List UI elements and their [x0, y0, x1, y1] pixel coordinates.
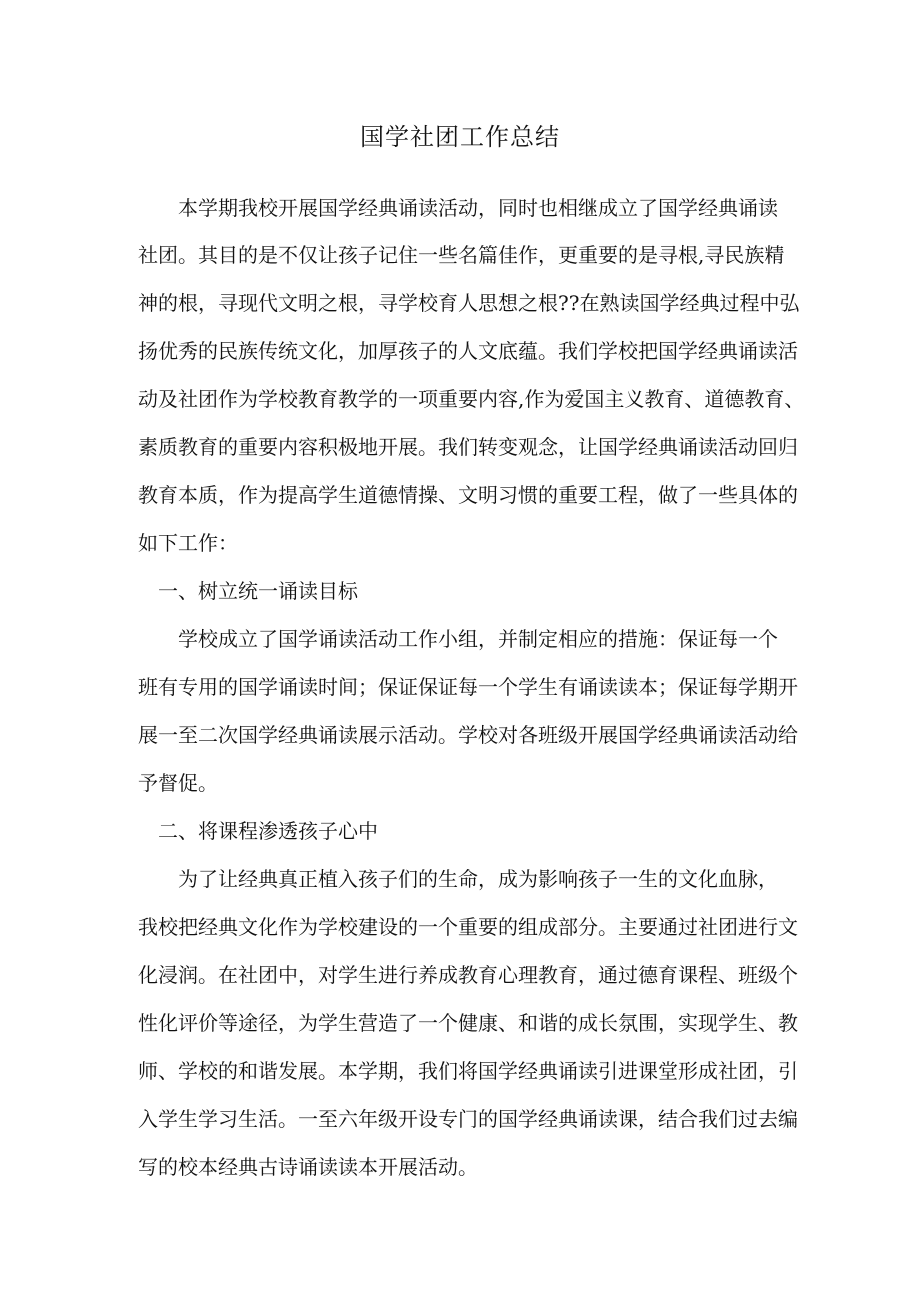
paragraph-line: 性化评价等途径，为学生营造了一个健康、和谐的成长氛围，实现学生、教 — [138, 1011, 798, 1035]
paragraph-line: 我校把经典文化作为学校建设的一个重要的组成部分。主要通过社团进行文 — [138, 915, 798, 939]
paragraph-line: 素质教育的重要内容积极地开展。我们转变观念，让国学经典诵读活动回归 — [138, 435, 798, 459]
paragraph-line: 班有专用的国学诵读时间；保证保证每一个学生有诵读读本；保证每学期开 — [138, 675, 798, 699]
paragraph-line: 展一至二次国学经典诵读展示活动。学校对各班级开展国学经典诵读活动给 — [138, 723, 798, 747]
paragraph-line: 动及社团作为学校教育教学的一项重要内容,作为爱国主义教育、道德教育、 — [138, 387, 805, 411]
document-title: 国学社团工作总结 — [360, 123, 560, 151]
section-heading: 一、树立统一诵读目标 — [158, 579, 358, 603]
paragraph-line: 社团。其目的是不仅让孩子记住一些名篇佳作，更重要的是寻根,寻民族精 — [138, 243, 785, 267]
paragraph-line: 入学生学习生活。一至六年级开设专门的国学经典诵读课，结合我们过去编 — [138, 1107, 798, 1131]
paragraph-line: 写的校本经典古诗诵读读本开展活动。 — [138, 1155, 478, 1179]
paragraph-line: 师、学校的和谐发展。本学期，我们将国学经典诵读引进课堂形成社团，引 — [138, 1059, 798, 1083]
paragraph-line: 扬优秀的民族传统文化，加厚孩子的人文底蕴。我们学校把国学经典诵读活 — [138, 339, 798, 363]
paragraph-line: 如下工作： — [138, 531, 238, 555]
paragraph-line: 神的根，寻现代文明之根，寻学校育人思想之根??在熟读国学经典过程中弘 — [138, 291, 800, 315]
paragraph-line: 予督促。 — [138, 771, 218, 795]
paragraph-line: 学校成立了国学诵读活动工作小组，并制定相应的措施：保证每一个 — [178, 627, 778, 651]
paragraph-line: 本学期我校开展国学经典诵读活动，同时也相继成立了国学经典诵读 — [178, 196, 778, 220]
paragraph-line: 化浸润。在社团中，对学生进行养成教育心理教育，通过德育课程、班级个 — [138, 963, 798, 987]
paragraph-line: 教育本质，作为提高学生道德情操、文明习惯的重要工程，做了一些具体的 — [138, 483, 798, 507]
section-heading: 二、将课程渗透孩子心中 — [158, 819, 378, 843]
paragraph-line: 为了让经典真正植入孩子们的生命，成为影响孩子一生的文化血脉， — [178, 867, 778, 891]
